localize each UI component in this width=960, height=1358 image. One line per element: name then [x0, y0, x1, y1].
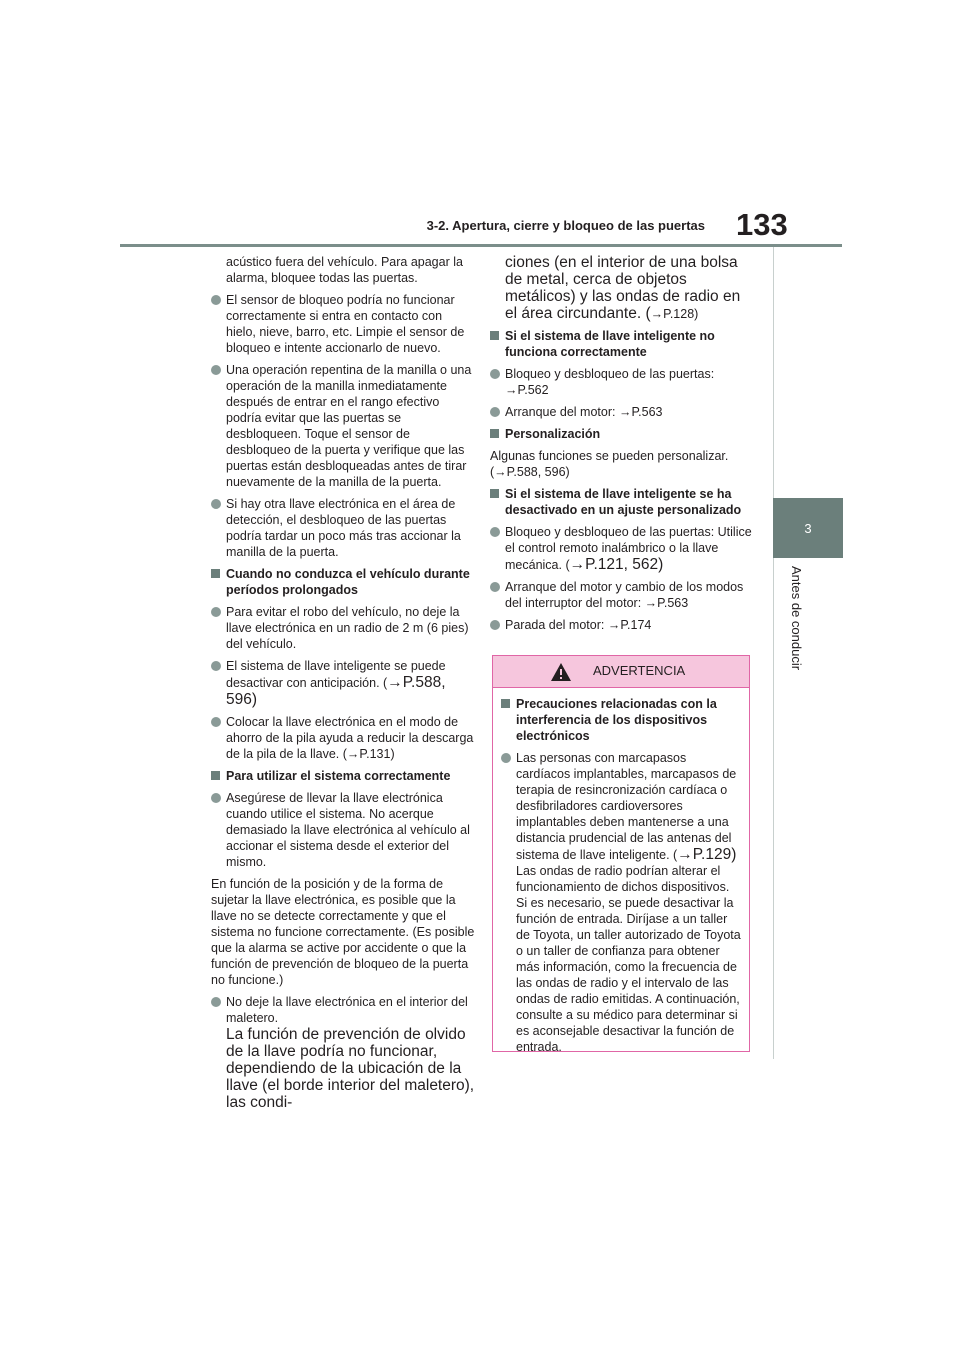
page-number: 133 — [736, 207, 788, 242]
bullet-text: El sistema de llave inteligente se puede desactivar con anticipación. ( — [226, 659, 446, 690]
bullet-engine-start: Arranque del motor: →P.563 — [490, 404, 754, 420]
warning-body — [493, 688, 749, 1055]
page-reference: →P.588, 596) — [226, 674, 446, 708]
heading-customization: Personalización — [490, 426, 754, 442]
paragraph-customization: Algunas funciones se pueden personalizar. (→P.588, 596) — [490, 449, 729, 479]
bullet-remote — [490, 524, 754, 573]
page-reference: →P.128) — [650, 307, 699, 321]
side-rule — [773, 247, 774, 1059]
bullet-text: Colocar la llave electrónica en el modo de ahorro de la pila ayuda a reducir la descarga de la pila de la llave. ( — [226, 715, 474, 761]
bullet-carry-key: Asegúrese de llevar la llave electrónica cuando utilice el sistema. No acerque demasiado la llave electrónica al vehículo al accionar el sistema desde el exterior del mismo. — [211, 790, 475, 870]
warning-header — [493, 656, 749, 688]
bullet-text: Bloqueo y desbloqueo de las puertas: Utilice el control remoto inalámbrico o la llave mecánica. ( — [505, 525, 752, 572]
page-reference: →P.129) — [677, 846, 737, 863]
bullet-theft: Para evitar el robo del vehículo, no deje la llave electrónica en un radio de 2 m (6 pies) del vehículo. — [211, 604, 475, 652]
page-reference: →P.121, 562) — [569, 556, 664, 573]
warning-bullet — [501, 750, 741, 1055]
bullet-engine-stop: Parada del motor: →P.174 — [490, 617, 754, 633]
bullet-lock-unlock: Bloqueo y desbloqueo de las puertas: →P.562 — [490, 366, 754, 398]
page-reference: →P.131) — [346, 747, 395, 761]
right-column — [490, 254, 754, 639]
bullet-text: No deje la llave electrónica en el interior del maletero. — [226, 995, 468, 1025]
heading-use-correctly: Para utilizar el sistema correctamente — [211, 768, 475, 784]
trunk-continuation: La función de prevención de olvido de la llave podría no funcionar, dependiendo de la ubicación de la llave (el borde interior del maletero), las condi- — [226, 1026, 475, 1111]
bullet-continuation: Las ondas de radio podrían alterar el funcionamiento de dichos dispositivos. Si es necesario, se puede desactivar la función de entrada. Diríjase a un taller de Toyota, un taller autorizado de Toyota o un taller de confianza para obtener más información, como la frecuencia de las ondas de radio y el intervalo de las ondas de radio emitidas. A continuación, consulte a su médico para determinar si es aconsejable desactivar la función de entrada. — [516, 864, 741, 1054]
section-title: 3-2. Apertura, cierre y bloqueo de las puertas — [426, 218, 705, 233]
intro-text: acústico fuera del vehículo. Para apagar la alarma, bloquee todas las puertas. — [226, 255, 463, 285]
bullet-other-key: Si hay otra llave electrónica en el área de detección, el desbloqueo de las puertas podría tardar un poco más tras accionar la manilla de la puerta. — [211, 496, 475, 560]
heading-not-working: Si el sistema de llave inteligente no funciona correctamente — [490, 328, 754, 360]
bullet-lock-sensor: El sensor de bloqueo podría no funcionar correctamente si entra en contacto con hielo, nieve, barro, etc. Limpie el sensor de bloqueo e intente accionarlo de nuevo. — [211, 292, 475, 356]
bullet-battery-saving — [211, 714, 475, 762]
warning-title: ADVERTENCIA — [593, 663, 686, 678]
bullet-sudden-handle: Una operación repentina de la manilla o una operación de la manilla inmediatamente después de entrar en el rango efectivo podría evitar que las puertas se desbloqueen. Toque el sensor de desbloqueo de la puerta y verifique que las puertas están desbloqueadas antes de tirar nuevamente de la manilla de la puerta. — [211, 362, 475, 490]
warning-heading: Precauciones relacionadas con la interferencia de los dispositivos electrónicos — [501, 696, 741, 744]
header-rule — [120, 244, 842, 247]
chapter-label: Antes de conducir — [789, 566, 804, 671]
left-column — [211, 254, 475, 1117]
bullet-trunk — [211, 994, 475, 1026]
bullet-deactivate — [211, 658, 475, 708]
heading-deactivated: Si el sistema de llave inteligente se ha desactivado en un ajuste personalizado — [490, 486, 754, 518]
chapter-tab — [773, 498, 843, 558]
warning-triangle-icon — [550, 662, 572, 682]
paragraph-key-position: En función de la posición y de la forma de sujetar la llave electrónica, es posible que la llave no se detecte correctamente y que el sistema no funcione correctamente. (Es posible que la alarma se active por accidente o que la función de prevención de bloqueo de la puerta no funcione.) — [211, 877, 475, 987]
warning-box — [492, 655, 750, 1052]
continued-large-text: ciones (en el interior de una bolsa de metal, cerca de objetos metálicos) y las ondas de radio en el área circundante. ( — [505, 254, 741, 322]
bullet-text: Las personas con marcapasos cardíacos implantables, marcapasos de terapia de resincronización cardíaca o desfibriladores cardioversores implantables deben mantenerse a una distancia prudencial de las antenas del sistema de llave inteligente. ( — [516, 751, 737, 862]
bullet-engine-modes: Arranque del motor y cambio de los modos del interruptor del motor: →P.563 — [490, 579, 754, 611]
continued-text — [490, 254, 754, 322]
chapter-number: 3 — [804, 520, 812, 536]
heading-long-periods: Cuando no conduzca el vehículo durante períodos prolongados — [211, 566, 475, 598]
